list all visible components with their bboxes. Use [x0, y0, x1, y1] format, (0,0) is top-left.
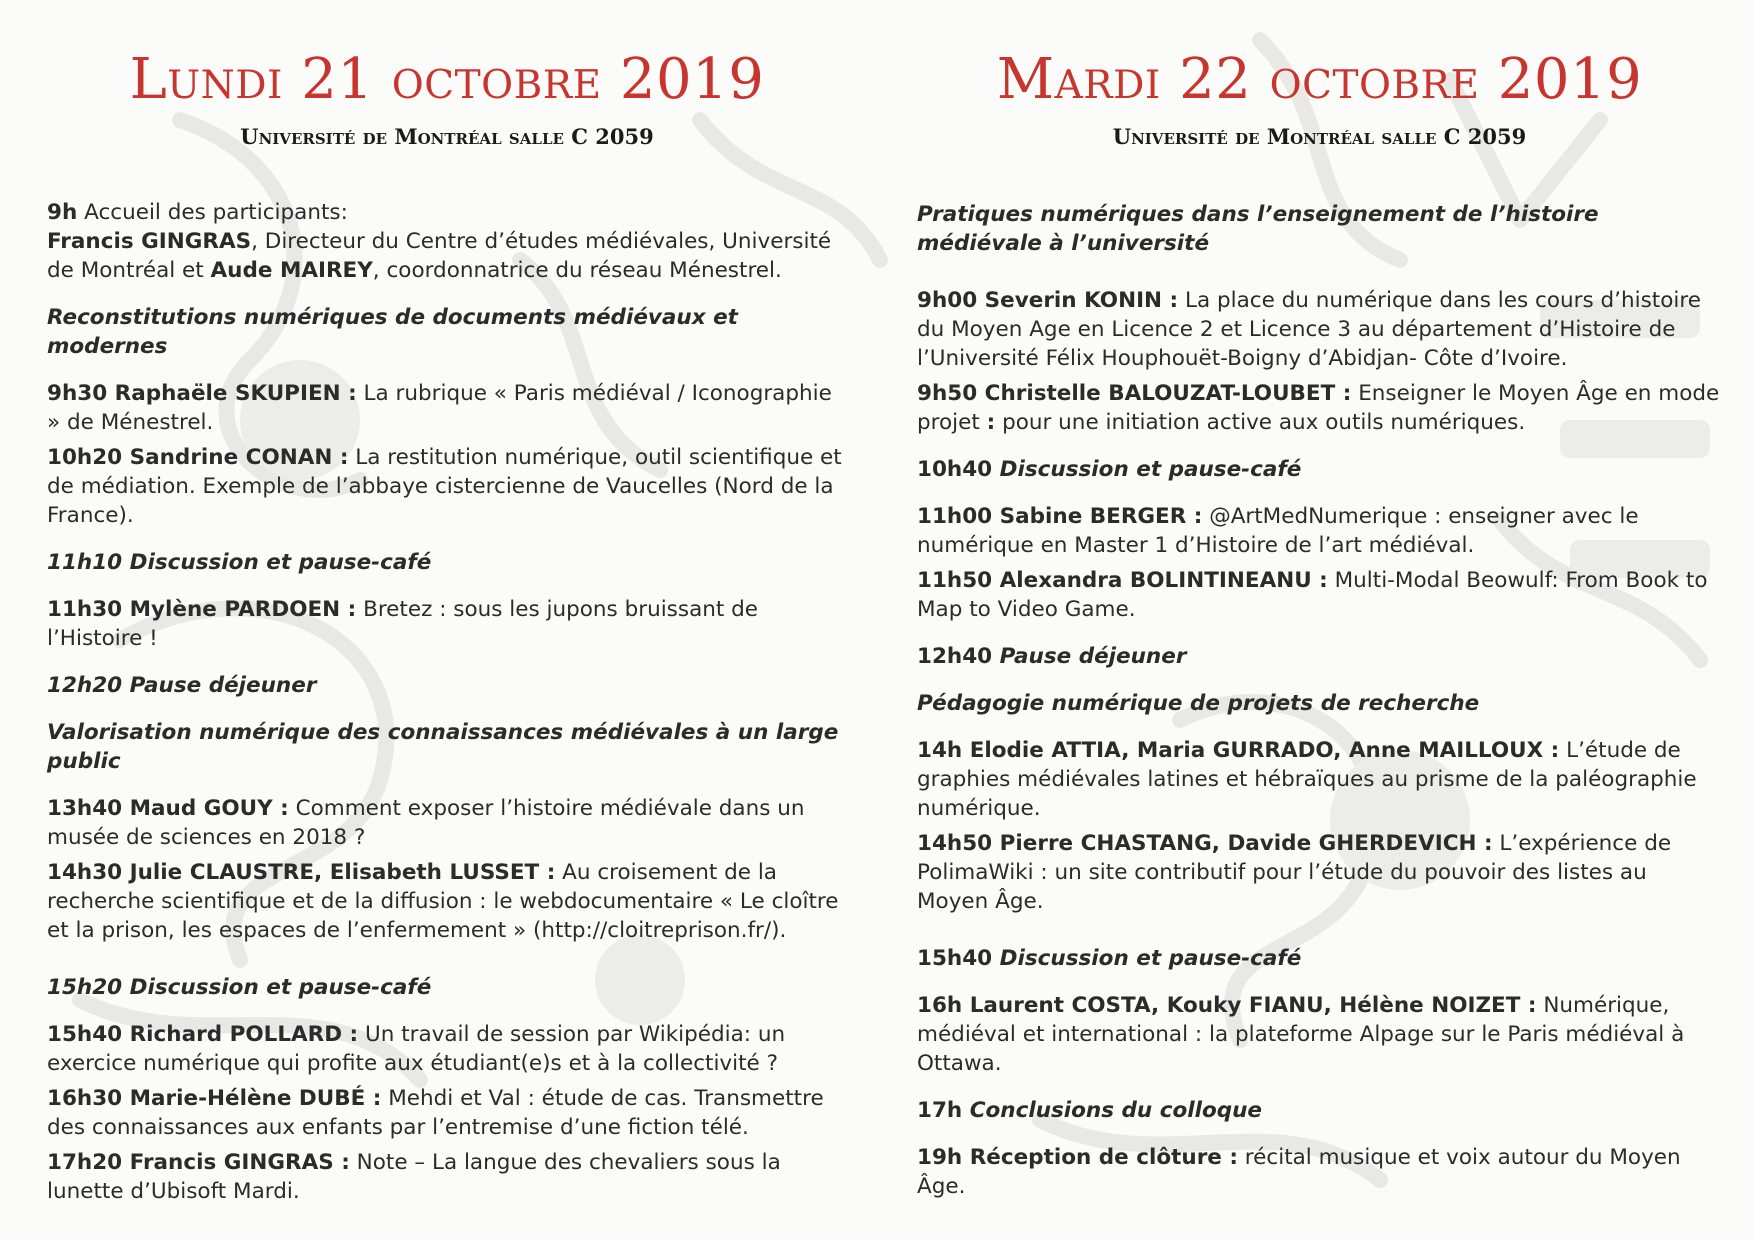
- session-heading: Reconstitutions numériques de documents médiévaux et modernes: [47, 305, 738, 359]
- talk-entry: [47, 1084, 847, 1142]
- talk-lead: 14h50 Pierre CHASTANG, Davide GHERDEVICH :: [917, 831, 1493, 856]
- reception-text: récital musique et voix autour du Moyen Âge.: [917, 1145, 1681, 1199]
- talk-lead: 16h Laurent COSTA, Kouky FIANU, Hélène NOIZET :: [917, 993, 1537, 1018]
- talk-lead: 9h30 Raphaële SKUPIEN :: [47, 381, 357, 406]
- talk-title: L’expérience de PolimaWiki : un site contributif pour l’étude du pouvoir des listes au Moyen Âge.: [917, 831, 1672, 914]
- talk-entry: [47, 794, 847, 852]
- session-heading: Valorisation numérique des connaissances médiévales à un large public: [47, 720, 839, 774]
- talk-entry: [917, 991, 1722, 1078]
- talk-title: @ArtMedNumerique : enseigner avec le numérique en Master 1 d’Histoire de l’art médiéval.: [917, 504, 1639, 558]
- talk-title: Un travail de session par Wikipédia: un exercice numérique qui profite aux étudiant(e)s et à la collectivité ?: [47, 1022, 786, 1076]
- talk-lead: 11h00 Sabine BERGER :: [917, 504, 1203, 529]
- talk-entry: [47, 1020, 847, 1078]
- talk-entry: [917, 829, 1722, 916]
- talk-title: La place du numérique dans les cours d’histoire du Moyen Age en Licence 2 et Licence 3 au département d’Histoire de l’Université Félix Houphouët-Boigny d’Abidjan- Côte d’Ivoire.: [917, 288, 1701, 371]
- talk-lead: 11h30 Mylène PARDOEN :: [47, 597, 357, 622]
- break-entry: [917, 455, 1722, 484]
- talk-lead: 9h00 Severin KONIN :: [917, 288, 1179, 313]
- welcome-text: Accueil des participants:: [77, 200, 348, 225]
- talk-entry: [917, 286, 1722, 373]
- talk-lead: 15h40 Richard POLLARD :: [47, 1022, 359, 1047]
- talk-entry: [917, 566, 1722, 624]
- break-time: 10h40: [917, 457, 993, 482]
- talk-title: Mehdi et Val : étude de cas. Transmettre des connaissances aux enfants par l’entremise d’une fiction télé.: [47, 1086, 824, 1140]
- lunch-time: 12h20: [47, 673, 123, 698]
- welcome-entry: [47, 198, 847, 285]
- conclusion-entry: [917, 1096, 1722, 1125]
- break-entry: [917, 944, 1722, 973]
- welcome-role-2: , coordonnatrice du réseau Ménestrel.: [372, 258, 782, 283]
- day2-venue: Université de Montréal salle C 2059: [1112, 124, 1527, 149]
- talk-entry: [47, 595, 847, 653]
- talk-entry: [47, 858, 847, 945]
- talk-entry: [47, 443, 847, 530]
- talk-entry: [917, 502, 1722, 560]
- talk-entry: [917, 379, 1722, 437]
- talk-title: Bretez : sous les jupons bruissant de l’Histoire !: [47, 597, 759, 651]
- talk-title: Note – La langue des chevaliers sous la lunette d’Ubisoft Mardi.: [47, 1150, 781, 1204]
- break-label: Discussion et pause-café: [992, 457, 1302, 482]
- talk-lead: 10h20 Sandrine CONAN :: [47, 445, 349, 470]
- talk-lead: 9h50 Christelle BALOUZAT-LOUBET :: [917, 381, 1352, 406]
- lunch-entry: [47, 671, 847, 700]
- talk-title: Numérique, médiéval et international : la plateforme Alpage sur le Paris médiéval à Ottawa.: [917, 993, 1685, 1076]
- day2-program: [917, 200, 1722, 1207]
- talk-title: Comment exposer l’histoire médiévale dans un musée de sciences en 2018 ?: [47, 796, 805, 850]
- welcome-role-1: , Directeur du Centre d’études médiévales, Université de Montréal et: [47, 229, 832, 283]
- talk-lead: 14h30 Julie CLAUSTRE, Elisabeth LUSSET :: [47, 860, 556, 885]
- day1-title: Lundi 21 octobre 2019: [129, 47, 765, 112]
- talk-title: L’étude de graphies médiévales latines et hébraïques au prisme de la paléographie numérique.: [917, 738, 1697, 821]
- session-heading: Pratiques numériques dans l’enseignement de l’histoire médiévale à l’université: [917, 202, 1599, 256]
- talk-title: La rubrique « Paris médiéval / Iconographie » de Ménestrel.: [47, 381, 832, 435]
- talk-title: Au croisement de la recherche scientifique et de la diffusion : le webdocumentaire « Le cloître et la prison, les espaces de l’enfermement » (http://cloitreprison.fr/).: [47, 860, 839, 943]
- break-time: 15h20: [47, 975, 123, 1000]
- welcome-time: 9h: [47, 200, 78, 225]
- talk-entry: [47, 1148, 847, 1206]
- day1-program: [47, 198, 847, 1212]
- break-label: Discussion et pause-café: [122, 975, 432, 1000]
- lunch-time: 12h40: [917, 644, 993, 669]
- break-time: 11h10: [47, 550, 123, 575]
- welcome-speaker-1: Francis GINGRAS: [47, 229, 252, 254]
- lunch-label: Pause déjeuner: [992, 644, 1187, 669]
- talk-title: Enseigner le Moyen Âge en mode projet: [917, 381, 1720, 435]
- talk-colon: :: [986, 410, 996, 435]
- talk-title: La restitution numérique, outil scientifique et de médiation. Exemple de l’abbaye cistercienne de Vaucelles (Nord de la France).: [47, 445, 842, 528]
- conclusion-time: 17h: [917, 1098, 963, 1123]
- talk-lead: 16h30 Marie-Hélène DUBÉ :: [47, 1086, 382, 1111]
- lunch-label: Pause déjeuner: [122, 673, 317, 698]
- talk-entry: [47, 379, 847, 437]
- break-label: Discussion et pause-café: [992, 946, 1302, 971]
- break-entry: [47, 973, 847, 1002]
- conclusion-label: Conclusions du colloque: [962, 1098, 1263, 1123]
- day1-venue: Université de Montréal salle C 2059: [240, 124, 654, 149]
- day2-title: Mardi 22 octobre 2019: [996, 47, 1643, 112]
- talk-lead: 13h40 Maud GOUY :: [47, 796, 289, 821]
- talk-entry: [917, 736, 1722, 823]
- break-label: Discussion et pause-café: [122, 550, 432, 575]
- talk-title-cont: pour une initiation active aux outils numériques.: [995, 410, 1526, 435]
- break-time: 15h40: [917, 946, 993, 971]
- talk-lead: 11h50 Alexandra BOLINTINEANU :: [917, 568, 1328, 593]
- talk-lead: 14h Elodie ATTIA, Maria GURRADO, Anne MAILLOUX :: [917, 738, 1560, 763]
- reception-entry: [917, 1143, 1722, 1201]
- talk-lead: 17h20 Francis GINGRAS :: [47, 1150, 350, 1175]
- reception-lead: 19h Réception de clôture :: [917, 1145, 1238, 1170]
- talk-title: Multi-Modal Beowulf: From Book to Map to Video Game.: [917, 568, 1708, 622]
- session-heading: Pédagogie numérique de projets de recherche: [917, 691, 1480, 716]
- lunch-entry: [917, 642, 1722, 671]
- break-entry: [47, 548, 847, 577]
- welcome-speaker-2: Aude MAIREY: [210, 258, 373, 283]
